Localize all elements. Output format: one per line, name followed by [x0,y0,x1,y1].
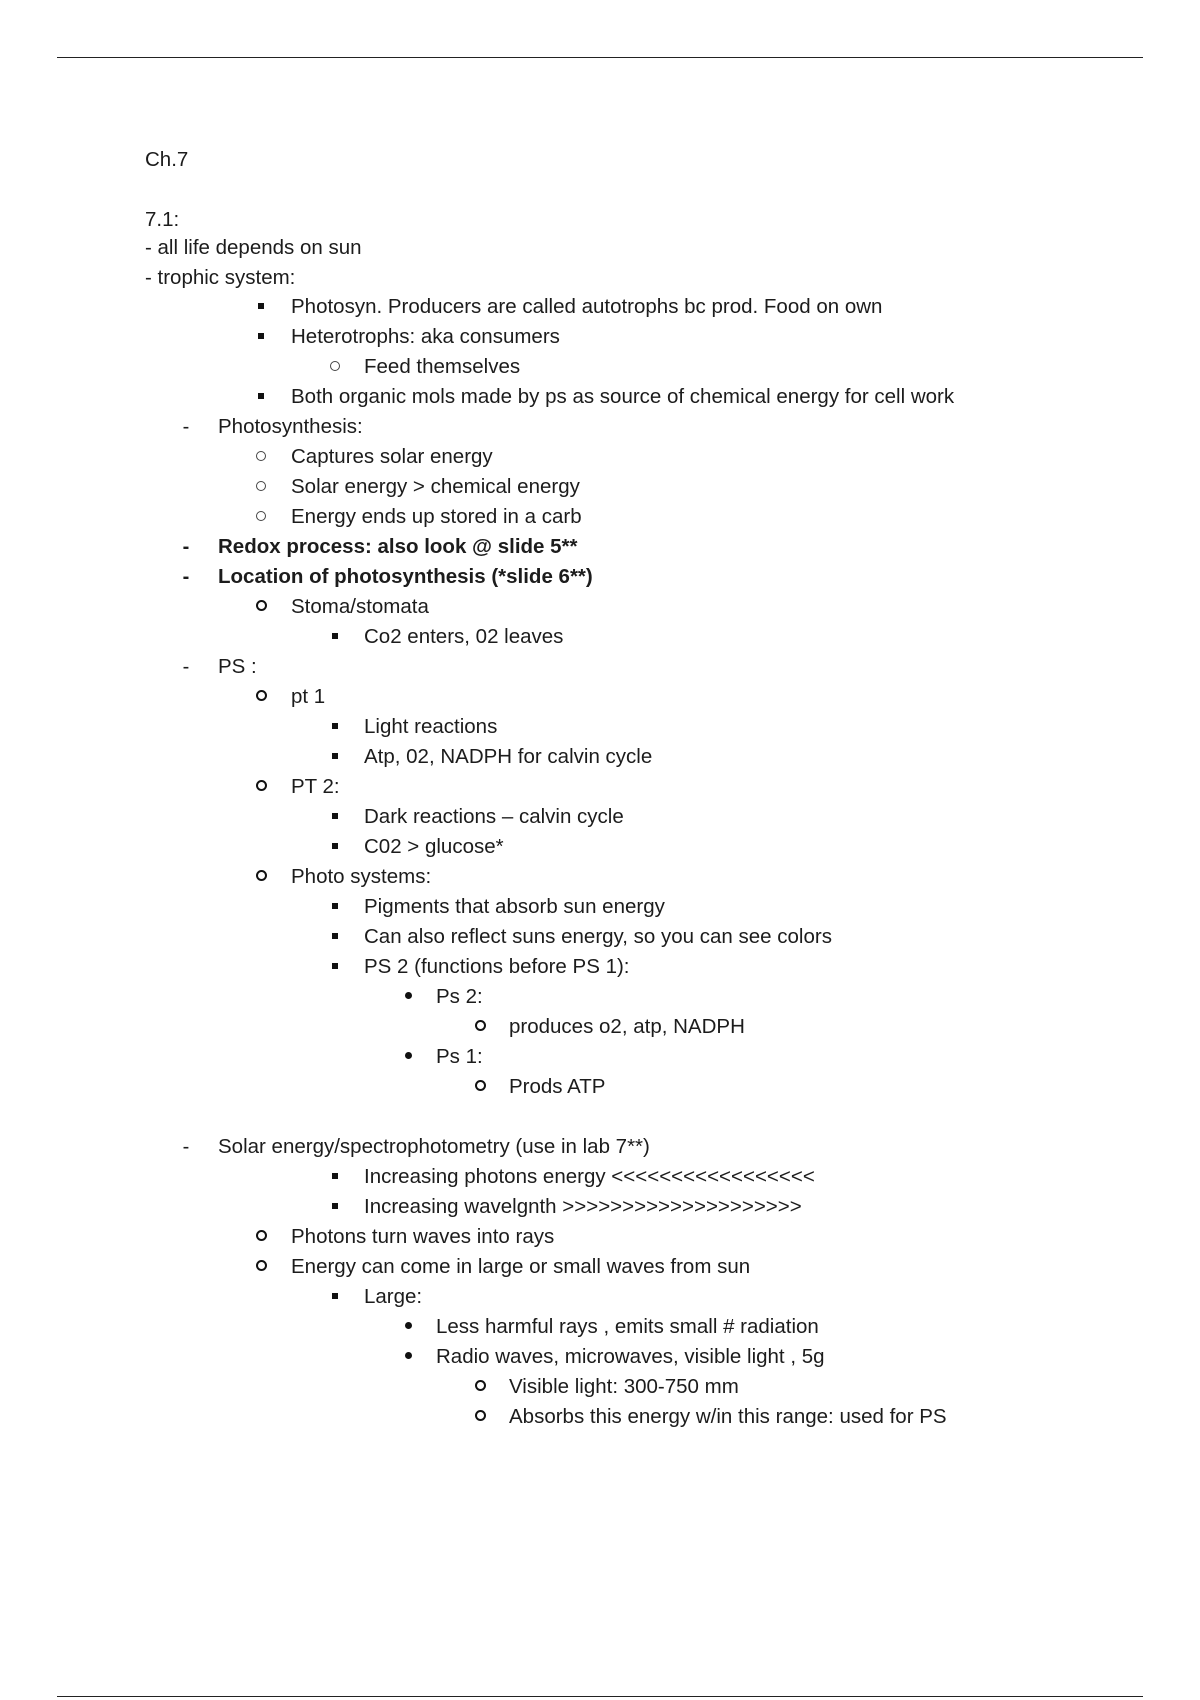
note-line: Ps 2: [436,985,483,1008]
note-line: Dark reactions – calvin cycle [364,805,624,828]
note-line: Pigments that absorb sun energy [364,895,665,918]
note-line: Prods ATP [509,1075,606,1098]
note-line: Energy can come in large or small waves from sun [291,1255,751,1278]
square-bullet-icon [325,953,345,981]
note-line: Photons turn waves into rays [291,1225,555,1248]
hollow-circle-bullet-icon [325,353,345,381]
hollow-circle-bullet-icon [251,443,271,471]
bold-circle-bullet-icon [251,1253,271,1281]
square-bullet-icon [325,1193,345,1221]
dot-bullet-icon [398,1343,418,1371]
bold-circle-bullet-icon [251,593,271,621]
square-bullet-icon [251,323,271,351]
bold-circle-bullet-icon [470,1013,490,1041]
square-bullet-icon [325,833,345,861]
hollow-circle-bullet-icon [251,473,271,501]
note-line: PS : [218,655,257,678]
bold-circle-bullet-icon [251,773,271,801]
note-line: produces o2, atp, NADPH [509,1015,745,1038]
note-line: Photosyn. Producers are called autotrophs bc prod. Food on own [291,295,883,318]
bold-circle-bullet-icon [251,1223,271,1251]
note-line: Co2 enters, 02 leaves [364,625,564,648]
note-line: pt 1 [291,685,326,708]
note-line: PS 2 (functions before PS 1): [364,955,630,978]
chapter-title: Ch.7 [145,148,189,171]
square-bullet-icon [325,743,345,771]
note-line: Photo systems: [291,865,432,888]
note-line: Radio waves, microwaves, visible light , 5g [436,1345,825,1368]
bold-circle-bullet-icon [251,863,271,891]
bold-circle-bullet-icon [470,1073,490,1101]
square-bullet-icon [325,623,345,651]
note-line: Captures solar energy [291,445,493,468]
note-line: C02 > glucose* [364,835,504,858]
square-bullet-icon [325,803,345,831]
note-line: Photosynthesis: [218,415,363,438]
note-line: Can also reflect suns energy, so you can see colors [364,925,832,948]
note-line: Light reactions [364,715,498,738]
note-line-bold: Location of photosynthesis (*slide 6**) [218,565,593,588]
note-line: Increasing photons energy <<<<<<<<<<<<<<<<< [364,1165,815,1188]
square-bullet-icon [325,1163,345,1191]
square-bullet-icon [251,293,271,321]
dash-bullet-icon: - [182,536,190,558]
square-bullet-icon [251,383,271,411]
note-line: Large: [364,1285,423,1308]
note-line: PT 2: [291,775,340,798]
bold-circle-bullet-icon [470,1403,490,1431]
note-line: Stoma/stomata [291,595,429,618]
dot-bullet-icon [398,1043,418,1071]
note-line: Energy ends up stored in a carb [291,505,582,528]
section-heading: 7.1: [145,208,180,231]
dash-bullet-icon: - [182,566,190,588]
note-line: Solar energy > chemical energy [291,475,580,498]
note-line: Atp, 02, NADPH for calvin cycle [364,745,653,768]
note-line: Feed themselves [364,355,521,378]
note-line: Less harmful rays , emits small # radiation [436,1315,819,1338]
square-bullet-icon [325,923,345,951]
bold-circle-bullet-icon [251,683,271,711]
square-bullet-icon [325,893,345,921]
dash-bullet-icon: - [182,1136,190,1158]
note-line: Visible light: 300-750 mm [509,1375,739,1398]
dash-bullet-icon: - [182,656,190,678]
dash-bullet-icon: - [182,416,190,438]
square-bullet-icon [325,1283,345,1311]
square-bullet-icon [325,713,345,741]
note-line: Absorbs this energy w/in this range: used for PS [509,1405,947,1428]
note-line: Increasing wavelgnth >>>>>>>>>>>>>>>>>>>> [364,1195,802,1218]
note-line: Ps 1: [436,1045,483,1068]
note-line: - trophic system: [145,266,296,289]
hollow-circle-bullet-icon [251,503,271,531]
bold-circle-bullet-icon [470,1373,490,1401]
dot-bullet-icon [398,983,418,1011]
dot-bullet-icon [398,1313,418,1341]
note-line: Heterotrophs: aka consumers [291,325,560,348]
note-line: Both organic mols made by ps as source of chemical energy for cell work [291,385,955,408]
note-line-bold: Redox process: also look @ slide 5** [218,535,578,558]
note-line: - all life depends on sun [145,236,362,259]
bottom-rule [57,1696,1143,1697]
note-line: Solar energy/spectrophotometry (use in lab 7**) [218,1135,650,1158]
